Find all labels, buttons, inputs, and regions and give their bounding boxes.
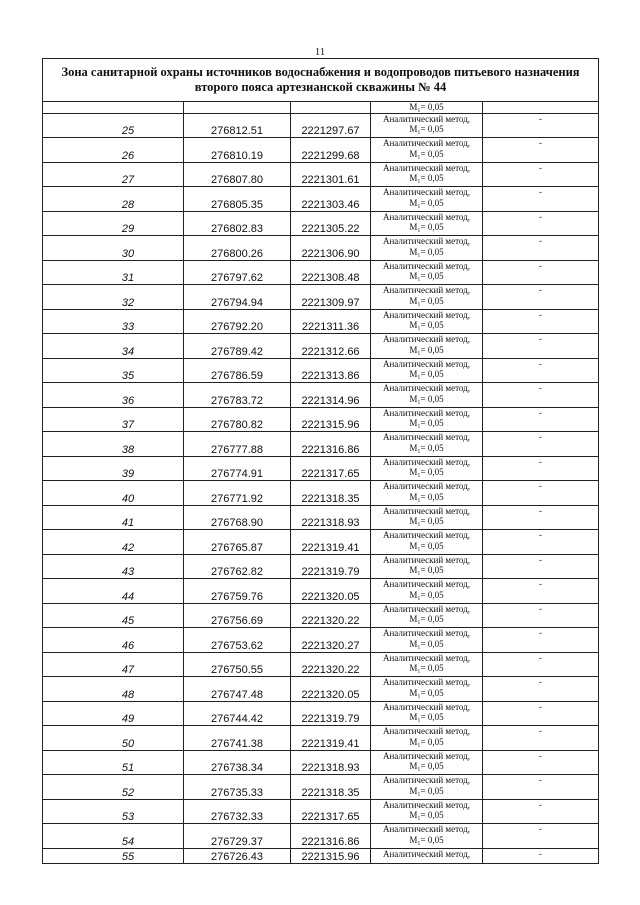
y-coordinate: 2221306.90 [291, 236, 371, 261]
error-value: - [483, 848, 599, 863]
page-number: 11 [314, 46, 326, 58]
x-coordinate: 276780.82 [184, 407, 291, 432]
y-coordinate: 2221317.65 [291, 799, 371, 824]
method-cell [371, 285, 483, 310]
x-coordinate: 276744.42 [184, 701, 291, 726]
point-number: 51 [43, 750, 184, 775]
table-row [43, 358, 599, 383]
method-value: М₁= 0,05 [409, 761, 444, 771]
error-value: - [483, 481, 599, 506]
error-value: - [483, 407, 599, 432]
table-row [43, 456, 599, 481]
point-number: 47 [43, 652, 184, 677]
method-name: Аналитический метод, [382, 162, 471, 173]
method-cell [371, 701, 483, 726]
error-value: - [483, 138, 599, 163]
method-cell [371, 102, 483, 114]
method-value: М₁= 0,05 [409, 565, 444, 575]
error-value: - [483, 187, 599, 212]
error-cell [483, 102, 599, 114]
y-coordinate: 2221317.65 [291, 456, 371, 481]
x-coordinate: 276756.69 [184, 603, 291, 628]
y-coordinate: 2221320.22 [291, 652, 371, 677]
error-value: - [483, 260, 599, 285]
method-value: М₁= 0,05 [409, 467, 444, 477]
point-number: 44 [43, 579, 184, 604]
table-row [43, 652, 599, 677]
error-value: - [483, 334, 599, 359]
y-coordinate: 2221318.35 [291, 775, 371, 800]
error-value: - [483, 554, 599, 579]
point-number: 39 [43, 456, 184, 481]
x-coordinate: 276797.62 [184, 260, 291, 285]
method-name: Аналитический метод, [382, 456, 471, 467]
point-number: 35 [43, 358, 184, 383]
method-name: Аналитический метод, [382, 701, 471, 712]
method-cell [371, 358, 483, 383]
y-coordinate: 2221318.93 [291, 505, 371, 530]
error-value: - [483, 652, 599, 677]
error-value: - [483, 628, 599, 653]
method-value: М₁= 0,05 [409, 124, 444, 134]
table-row [43, 138, 599, 163]
method-value: М₁= 0,05 [409, 736, 444, 747]
table-row-continued [43, 102, 599, 114]
error-value: - [483, 432, 599, 457]
title-line-2: второго пояса артезианской скважины № 44 [194, 80, 447, 94]
point-number: 32 [43, 285, 184, 310]
method-cell [371, 530, 483, 555]
x-coordinate: 276777.88 [184, 432, 291, 457]
table-row [43, 603, 599, 628]
error-value: - [483, 162, 599, 187]
method-cell [371, 113, 483, 138]
method-cell [371, 309, 483, 334]
error-value: - [483, 775, 599, 800]
y-coordinate: 2221315.96 [291, 848, 371, 863]
y-coordinate: 2221320.27 [291, 628, 371, 653]
table-row [43, 432, 599, 457]
y-coordinate: 2221297.67 [291, 113, 371, 138]
method-name: Аналитический метод, [382, 530, 471, 540]
method-value: М₁= 0,05 [409, 344, 444, 355]
method-name: Аналитический метод, [382, 358, 471, 369]
title-line-1: Зона санитарной охраны источников водоснабжения и водопроводов питьевого назначения [61, 65, 580, 79]
y-coordinate: 2221309.97 [291, 285, 371, 310]
method-value: М₁= 0,05 [409, 638, 444, 649]
x-coordinate: 276759.76 [184, 579, 291, 604]
error-value: - [483, 309, 599, 334]
x-coordinate: 276729.37 [184, 824, 291, 849]
method-value: М₁= 0,05 [409, 222, 444, 232]
method-cell [371, 603, 483, 628]
method-value: М₁= 0,05 [409, 614, 444, 624]
y-coordinate: 2221319.41 [291, 726, 371, 751]
x-coordinate: 276783.72 [184, 383, 291, 408]
y-coordinate: 2221305.22 [291, 211, 371, 236]
y-coordinate: 2221319.79 [291, 701, 371, 726]
x-coordinate: 276805.35 [184, 187, 291, 212]
method-value: М₁= 0,05 [409, 540, 444, 551]
y-coordinate: 2221316.86 [291, 432, 371, 457]
method-value: М₁= 0,05 [409, 418, 444, 428]
method-cell [371, 211, 483, 236]
x-coordinate: 276726.43 [184, 848, 291, 863]
y-coordinate: 2221319.79 [291, 554, 371, 579]
method-cell [371, 407, 483, 432]
table-row [43, 530, 599, 555]
point-number: 38 [43, 432, 184, 457]
point-number: 36 [43, 383, 184, 408]
x-coordinate: 276753.62 [184, 628, 291, 653]
point-number: 29 [43, 211, 184, 236]
method-value: М₁= 0,05 [409, 687, 444, 698]
method-cell [371, 187, 483, 212]
error-value: - [483, 383, 599, 408]
method-value: М₁= 0,05 [409, 271, 444, 281]
y-coordinate: 2221320.22 [291, 603, 371, 628]
method-name: Аналитический метод, [382, 579, 471, 589]
y-coordinate: 2221320.05 [291, 579, 371, 604]
method-cell [371, 799, 483, 824]
method-cell [371, 138, 483, 163]
x-coordinate: 276800.26 [184, 236, 291, 261]
error-value: - [483, 726, 599, 751]
error-value: - [483, 799, 599, 824]
table-row [43, 407, 599, 432]
x-coordinate: 276786.59 [184, 358, 291, 383]
method-name: Аналитический метод, [382, 334, 471, 344]
method-value: М₁= 0,05 [409, 320, 444, 330]
table-row [43, 799, 599, 824]
method-value: М₁= 0,05 [409, 516, 444, 526]
table-row [43, 750, 599, 775]
y-coordinate: 2221301.61 [291, 162, 371, 187]
method-name: Аналитический метод, [382, 481, 471, 491]
x-coordinate: 276810.19 [184, 138, 291, 163]
point-number: 42 [43, 530, 184, 555]
method-value: М₁= 0,05 [409, 663, 444, 673]
y-coordinate: 2221308.48 [291, 260, 371, 285]
method-cell [371, 481, 483, 506]
point-number: 41 [43, 505, 184, 530]
method-value: М₁= 0,05 [409, 246, 444, 257]
point-number: 49 [43, 701, 184, 726]
method-name: Аналитический метод, [382, 138, 471, 148]
point-number: 53 [43, 799, 184, 824]
method-name: Аналитический метод, [382, 432, 471, 442]
error-value: - [483, 358, 599, 383]
method-value: М₁= 0,05 [409, 589, 444, 600]
method-name: Аналитический метод, [382, 652, 471, 663]
table-row [43, 628, 599, 653]
method-value: М₁= 0,05 [409, 173, 444, 183]
method-cell [371, 628, 483, 653]
x-coordinate: 276765.87 [184, 530, 291, 555]
method-cell [371, 848, 483, 863]
table-row [43, 701, 599, 726]
method-name: Аналитический метод, [382, 407, 471, 418]
method-value: М₁= 0,05 [409, 197, 444, 208]
method-value: М₁= 0,05 [409, 491, 444, 502]
method-name: Аналитический метод, [382, 505, 471, 516]
y-coordinate: 2221320.05 [291, 677, 371, 702]
table-row [43, 505, 599, 530]
point-number: 52 [43, 775, 184, 800]
method-value: М₁= 0,05 [409, 148, 444, 159]
method-name: Аналитический метод, [382, 848, 471, 859]
point-number: 40 [43, 481, 184, 506]
point-number: 43 [43, 554, 184, 579]
point-number: 26 [43, 138, 184, 163]
y-coordinate: 2221312.66 [291, 334, 371, 359]
method-value: М₁= 0,05 [409, 785, 444, 796]
x-coordinate-cell [184, 102, 291, 114]
table-row [43, 775, 599, 800]
table-row [43, 211, 599, 236]
error-value: - [483, 824, 599, 849]
error-value: - [483, 579, 599, 604]
coordinates-table [42, 58, 599, 864]
y-coordinate: 2221314.96 [291, 383, 371, 408]
x-coordinate: 276735.33 [184, 775, 291, 800]
method-name: Аналитический метод, [382, 285, 471, 295]
y-coordinate: 2221311.36 [291, 309, 371, 334]
method-name: Аналитический метод, [382, 750, 471, 761]
y-coordinate: 2221319.41 [291, 530, 371, 555]
method-name: Аналитический метод, [382, 211, 471, 222]
method-cell [371, 750, 483, 775]
x-coordinate: 276812.51 [184, 113, 291, 138]
method-cell [371, 775, 483, 800]
method-value: М₁= 0,05 [409, 810, 444, 820]
table-row [43, 309, 599, 334]
method-name: Аналитический метод, [382, 677, 471, 687]
point-number: 48 [43, 677, 184, 702]
table-row [43, 113, 599, 138]
error-value: - [483, 701, 599, 726]
method-cell [371, 652, 483, 677]
point-number: 55 [43, 848, 184, 863]
y-coordinate-cell [291, 102, 371, 114]
x-coordinate: 276774.91 [184, 456, 291, 481]
x-coordinate: 276771.92 [184, 481, 291, 506]
table-row [43, 579, 599, 604]
table-row [43, 334, 599, 359]
point-number: 30 [43, 236, 184, 261]
method-cell [371, 236, 483, 261]
error-value: - [483, 750, 599, 775]
method-name: Аналитический метод, [382, 187, 471, 197]
point-number: 31 [43, 260, 184, 285]
point-number: 28 [43, 187, 184, 212]
x-coordinate: 276762.82 [184, 554, 291, 579]
method-value: М₁= 0,05 [409, 442, 444, 453]
error-value: - [483, 285, 599, 310]
x-coordinate: 276750.55 [184, 652, 291, 677]
method-cell [371, 334, 483, 359]
table-row [43, 726, 599, 751]
x-coordinate: 276792.20 [184, 309, 291, 334]
y-coordinate: 2221315.96 [291, 407, 371, 432]
point-number: 45 [43, 603, 184, 628]
x-coordinate: 276794.94 [184, 285, 291, 310]
x-coordinate: 276738.34 [184, 750, 291, 775]
error-value: - [483, 603, 599, 628]
method-cell [371, 383, 483, 408]
method-name: Аналитический метод, [382, 554, 471, 565]
method-name: Аналитический метод, [382, 799, 471, 810]
x-coordinate: 276802.83 [184, 211, 291, 236]
point-number: 37 [43, 407, 184, 432]
method-value: М₁= 0,05 [409, 834, 444, 845]
point-number: 50 [43, 726, 184, 751]
point-number: 25 [43, 113, 184, 138]
method-name: Аналитический метод, [382, 824, 471, 834]
x-coordinate: 276732.33 [184, 799, 291, 824]
method-value: М₁= 0,05 [409, 295, 444, 306]
table-row [43, 824, 599, 849]
method-cell [371, 726, 483, 751]
table-row [43, 236, 599, 261]
method-cell [371, 677, 483, 702]
x-coordinate: 276768.90 [184, 505, 291, 530]
method-name: Аналитический метод, [382, 309, 471, 320]
y-coordinate: 2221299.68 [291, 138, 371, 163]
method-value: М₁= 0,05 [409, 102, 444, 112]
method-cell [371, 505, 483, 530]
table-row [43, 187, 599, 212]
x-coordinate: 276747.48 [184, 677, 291, 702]
y-coordinate: 2221318.35 [291, 481, 371, 506]
method-value: М₁= 0,05 [409, 369, 444, 379]
table-row [43, 848, 599, 863]
x-coordinate: 276789.42 [184, 334, 291, 359]
number-cell [43, 102, 184, 114]
x-coordinate: 276807.80 [184, 162, 291, 187]
table-row [43, 554, 599, 579]
method-name: Аналитический метод, [382, 113, 471, 124]
error-value: - [483, 505, 599, 530]
method-cell [371, 579, 483, 604]
point-number: 34 [43, 334, 184, 359]
method-value: М₁= 0,05 [409, 712, 444, 722]
method-name: Аналитический метод, [382, 603, 471, 614]
method-cell [371, 162, 483, 187]
method-name: Аналитический метод, [382, 726, 471, 736]
point-number: 33 [43, 309, 184, 334]
method-cell [371, 554, 483, 579]
method-name: Аналитический метод, [382, 628, 471, 638]
method-name: Аналитический метод, [382, 236, 471, 246]
point-number: 27 [43, 162, 184, 187]
method-cell [371, 432, 483, 457]
error-value: - [483, 236, 599, 261]
x-coordinate: 276741.38 [184, 726, 291, 751]
method-cell [371, 456, 483, 481]
method-name: Аналитический метод, [382, 775, 471, 785]
method-cell [371, 824, 483, 849]
y-coordinate: 2221313.86 [291, 358, 371, 383]
table-row [43, 677, 599, 702]
method-name: Аналитический метод, [382, 383, 471, 393]
method-cell [371, 260, 483, 285]
table-row [43, 383, 599, 408]
table-row [43, 285, 599, 310]
error-value: - [483, 113, 599, 138]
table-title [43, 59, 599, 102]
error-value: - [483, 211, 599, 236]
y-coordinate: 2221303.46 [291, 187, 371, 212]
table-row [43, 162, 599, 187]
table-row [43, 260, 599, 285]
error-value: - [483, 456, 599, 481]
error-value: - [483, 530, 599, 555]
y-coordinate: 2221316.86 [291, 824, 371, 849]
error-value: - [483, 677, 599, 702]
point-number: 54 [43, 824, 184, 849]
method-name: Аналитический метод, [382, 260, 471, 271]
method-value: М₁= 0,05 [409, 393, 444, 404]
y-coordinate: 2221318.93 [291, 750, 371, 775]
point-number: 46 [43, 628, 184, 653]
table-row [43, 481, 599, 506]
